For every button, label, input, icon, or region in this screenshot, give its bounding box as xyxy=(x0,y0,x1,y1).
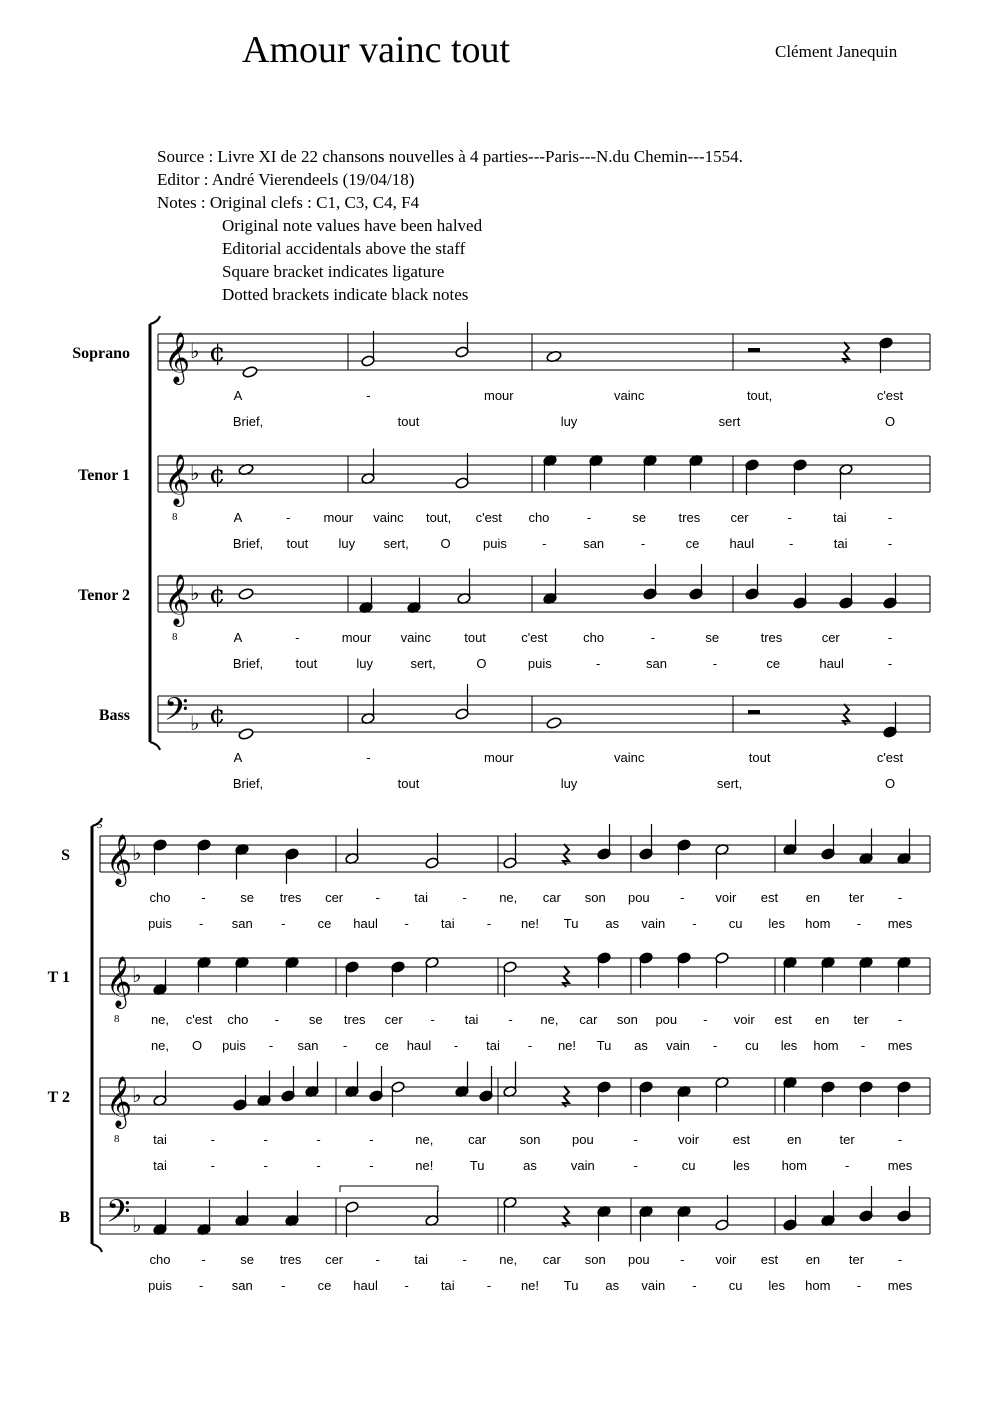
lyric-syllable: - xyxy=(316,1132,321,1147)
lyric-syllable: est xyxy=(774,1012,792,1027)
lyric-syllable: se xyxy=(632,510,647,525)
lyric-syllable: - xyxy=(486,916,492,931)
lyric-syllable: ne! xyxy=(415,1158,434,1173)
key-flat-icon: ♭ xyxy=(190,461,200,485)
key-flat-icon: ♭ xyxy=(132,1083,142,1107)
lyric-syllable: - xyxy=(542,536,547,551)
lyric-syllable: as xyxy=(605,916,620,931)
system-bracket-end xyxy=(150,316,160,324)
lyric-syllable: - xyxy=(274,1012,280,1027)
lyric-syllable: haul xyxy=(406,1038,432,1053)
lyric-syllable: - xyxy=(712,656,718,671)
lyric-syllable: c'est xyxy=(876,750,904,765)
lyric-syllable: vainc xyxy=(400,630,431,645)
lyric-syllable: cer xyxy=(384,1012,403,1027)
lyric-syllable: tout xyxy=(397,414,420,429)
lyric-syllable: tout xyxy=(748,750,771,765)
composer-name: Clément Janequin xyxy=(775,42,898,61)
lyric-syllable: les xyxy=(768,916,785,931)
lyric-syllable: - xyxy=(268,1038,274,1053)
lyric-syllable: - xyxy=(375,1252,380,1267)
lyric-syllable: puis xyxy=(222,1038,246,1053)
lyric-syllable: mour xyxy=(483,750,514,765)
lyric-syllable: car xyxy=(542,890,561,905)
lyric-syllable: O xyxy=(476,656,487,671)
lyric-syllable: cer xyxy=(325,1252,344,1267)
lyric-syllable: hom xyxy=(813,1038,839,1053)
lyric-syllable: - xyxy=(210,1158,216,1173)
lyric-syllable: san xyxy=(231,916,253,931)
lyric-syllable: ne! xyxy=(520,916,540,931)
notes-line: Square bracket indicates ligature xyxy=(222,262,445,281)
lyric-syllable: mes xyxy=(887,1278,913,1293)
lyric-syllable: puis xyxy=(148,1278,172,1293)
lyric-syllable: est xyxy=(760,1252,779,1267)
lyric-syllable: - xyxy=(198,916,204,931)
lyric-syllable: vain xyxy=(641,1278,666,1293)
lyric-syllable: - xyxy=(281,1278,286,1293)
lyric-syllable: ce xyxy=(317,1278,332,1293)
lyric-syllable: pou xyxy=(572,1132,594,1147)
lyric-syllable: - xyxy=(856,1278,862,1293)
note-head xyxy=(242,366,258,379)
lyric-syllable: Tu xyxy=(596,1038,612,1053)
lyric-syllable: - xyxy=(680,890,685,905)
treble-clef-icon: 𝄞 xyxy=(106,1076,133,1127)
lyric-syllable: - xyxy=(712,1038,718,1053)
lyric-syllable: san xyxy=(583,536,605,551)
lyric-syllable: cer xyxy=(730,510,749,525)
cut-time-icon: ¢ xyxy=(209,580,226,610)
lyric-syllable: ne, xyxy=(499,890,518,905)
lyric-syllable: tai xyxy=(832,510,847,525)
part-name: B xyxy=(59,1209,70,1226)
lyric-syllable: cho xyxy=(227,1012,249,1027)
lyric-syllable: - xyxy=(369,1132,374,1147)
lyric-syllable: les xyxy=(733,1158,750,1173)
key-flat-icon: ♭ xyxy=(190,581,200,605)
lyric-syllable: tai xyxy=(414,1252,429,1267)
lyric-syllable: cu xyxy=(745,1038,759,1053)
lyric-syllable: - xyxy=(527,1038,533,1053)
lyric-syllable: cu xyxy=(728,916,743,931)
lyric-syllable: - xyxy=(263,1132,268,1147)
source-line: Source : Livre XI de 22 chansons nouvelles à 4 parties---Paris---N.du Chemin---1554. xyxy=(157,147,743,166)
ligature-bracket xyxy=(340,1186,438,1192)
lyric-syllable: puis xyxy=(482,536,507,551)
lyric-syllable: se xyxy=(705,630,720,645)
lyric-syllable: - xyxy=(860,1038,866,1053)
lyric-syllable: son xyxy=(584,890,606,905)
lyric-syllable: son xyxy=(616,1012,638,1027)
rest-icon xyxy=(748,348,760,352)
lyric-syllable: - xyxy=(404,1278,409,1293)
lyric-syllable: luy xyxy=(338,536,356,551)
lyric-syllable: mour xyxy=(323,510,354,525)
lyric-syllable: tai xyxy=(153,1132,167,1147)
key-flat-icon: ♭ xyxy=(132,963,142,987)
lyric-syllable: en xyxy=(787,1132,802,1147)
lyric-syllable: pou xyxy=(627,890,650,905)
cut-time-icon: ¢ xyxy=(209,338,226,368)
lyric-syllable: ne! xyxy=(557,1038,577,1053)
lyric-syllable: car xyxy=(579,1012,598,1027)
lyric-syllable: - xyxy=(640,536,646,551)
lyric-syllable: luy xyxy=(356,656,374,671)
lyric-syllable: vain xyxy=(641,916,666,931)
lyric-syllable: - xyxy=(486,1278,492,1293)
system-bracket-end xyxy=(92,1244,102,1252)
lyric-syllable: son xyxy=(584,1252,606,1267)
lyric-syllable: A xyxy=(233,388,243,403)
lyric-syllable: voir xyxy=(678,1132,700,1147)
lyric-syllable: se xyxy=(240,890,254,905)
lyric-syllable: c'est xyxy=(876,388,904,403)
lyric-syllable: - xyxy=(787,510,792,525)
cut-time-icon: ¢ xyxy=(209,460,226,490)
lyric-syllable: ter xyxy=(848,1252,865,1267)
lyric-syllable: tai xyxy=(833,536,848,551)
lyric-syllable: as xyxy=(523,1158,537,1173)
score-system-1 xyxy=(72,316,930,791)
lyric-syllable: - xyxy=(789,536,794,551)
part-name: T 1 xyxy=(47,969,70,986)
lyric-syllable: est xyxy=(732,1132,751,1147)
lyric-syllable: - xyxy=(281,916,286,931)
score-system-2 xyxy=(48,818,930,1293)
lyric-syllable: tai xyxy=(440,916,455,931)
lyric-syllable: - xyxy=(844,1158,850,1173)
lyric-syllable: Brief, xyxy=(232,656,264,671)
key-flat-icon: ♭ xyxy=(132,1213,142,1237)
lyric-syllable: - xyxy=(295,630,300,645)
lyric-syllable: c'est xyxy=(185,1012,213,1027)
lyric-syllable: tres xyxy=(343,1012,366,1027)
lyric-syllable: haul xyxy=(819,656,844,671)
lyric-syllable: - xyxy=(369,1158,374,1173)
note-head xyxy=(546,717,562,730)
lyric-syllable: cho xyxy=(583,630,605,645)
lyric-syllable: tres xyxy=(678,510,701,525)
lyric-syllable: ne! xyxy=(520,1278,540,1293)
lyric-syllable: - xyxy=(210,1132,216,1147)
lyric-syllable: son xyxy=(519,1132,541,1147)
lyric-syllable: ce xyxy=(766,656,781,671)
lyric-syllable: san xyxy=(297,1038,319,1053)
lyric-syllable: en xyxy=(805,1252,821,1267)
lyric-syllable: - xyxy=(887,630,893,645)
lyric-syllable: - xyxy=(692,916,697,931)
lyric-syllable: - xyxy=(692,1278,697,1293)
treble-clef-icon: 𝄞 xyxy=(164,574,191,625)
lyric-syllable: O xyxy=(191,1038,203,1053)
lyric-syllable: cho xyxy=(528,510,550,525)
note-head xyxy=(238,728,254,741)
lyric-syllable: Brief, xyxy=(232,414,264,429)
lyric-syllable: vainc xyxy=(614,750,645,765)
lyric-syllable: - xyxy=(404,916,409,931)
lyric-syllable: vain xyxy=(666,1038,690,1053)
lyric-syllable: mour xyxy=(341,630,372,645)
lyric-syllable: san xyxy=(231,1278,253,1293)
part-name: Tenor 2 xyxy=(77,587,130,604)
lyric-syllable: luy xyxy=(560,414,578,429)
lyric-syllable: ce xyxy=(317,916,332,931)
lyric-syllable: tout, xyxy=(425,510,452,525)
lyric-syllable: cu xyxy=(681,1158,696,1173)
lyric-syllable: - xyxy=(680,1252,685,1267)
notes-line: Editorial accidentals above the staff xyxy=(222,239,466,258)
lyric-syllable: en xyxy=(814,1012,830,1027)
lyric-syllable: Tu xyxy=(563,1278,579,1293)
lyric-syllable: hom xyxy=(805,916,831,931)
lyric-syllable: tai xyxy=(486,1038,500,1053)
lyric-syllable: - xyxy=(633,1132,638,1147)
treble-clef-icon: 𝄞 xyxy=(106,834,133,885)
lyric-syllable: cho xyxy=(149,890,171,905)
lyric-syllable: - xyxy=(508,1012,513,1027)
lyric-syllable: sert, xyxy=(410,656,436,671)
lyric-syllable: O xyxy=(884,414,896,429)
lyric-syllable: mes xyxy=(887,1158,913,1173)
lyric-syllable: ter xyxy=(853,1012,869,1027)
lyric-syllable: vainc xyxy=(373,510,404,525)
octave-8-marker: 8 xyxy=(172,511,178,523)
lyric-syllable: - xyxy=(285,510,291,525)
octave-8-marker: 8 xyxy=(114,1133,120,1145)
lyric-syllable: - xyxy=(316,1158,321,1173)
lyric-syllable: Brief, xyxy=(232,776,264,791)
lyric-syllable: pou xyxy=(627,1252,650,1267)
lyric-syllable: - xyxy=(462,890,467,905)
page-title: Amour vainc tout xyxy=(242,29,511,71)
bass-clef-icon: 𝄢 xyxy=(106,1193,131,1237)
lyric-syllable: - xyxy=(198,1278,204,1293)
lyric-syllable: tres xyxy=(279,1252,302,1267)
lyric-syllable: mes xyxy=(887,1038,913,1053)
lyric-syllable: A xyxy=(233,510,243,525)
lyric-syllable: ne, xyxy=(540,1012,559,1027)
lyric-syllable: - xyxy=(462,1252,467,1267)
rest-icon xyxy=(748,710,760,714)
lyric-syllable: - xyxy=(633,1158,638,1173)
lyric-syllable: voir xyxy=(733,1012,755,1027)
lyric-syllable: hom xyxy=(805,1278,831,1293)
lyric-syllable: tai xyxy=(414,890,429,905)
lyric-syllable: sert, xyxy=(383,536,409,551)
lyric-syllable: car xyxy=(468,1132,487,1147)
lyric-syllable: hom xyxy=(781,1158,807,1173)
lyric-syllable: voir xyxy=(715,1252,737,1267)
treble-clef-icon: 𝄞 xyxy=(164,332,191,383)
lyric-syllable: san xyxy=(646,656,668,671)
lyric-syllable: ter xyxy=(848,890,865,905)
lyric-syllable: - xyxy=(453,1038,459,1053)
lyric-syllable: c'est xyxy=(521,630,548,645)
lyric-syllable: voir xyxy=(715,890,737,905)
lyric-syllable: tai xyxy=(153,1158,167,1173)
lyric-syllable: tout xyxy=(464,630,486,645)
lyric-syllable: tai xyxy=(464,1012,479,1027)
lyric-syllable: - xyxy=(897,890,903,905)
lyric-syllable: mour xyxy=(483,388,514,403)
part-name: S xyxy=(61,847,70,864)
lyric-syllable: ce xyxy=(685,536,700,551)
lyric-syllable: Tu xyxy=(563,916,579,931)
lyric-syllable: tres xyxy=(760,630,783,645)
lyric-syllable: Brief, xyxy=(232,536,264,551)
lyric-syllable: sert, xyxy=(716,776,743,791)
lyric-syllable: sert xyxy=(718,414,741,429)
lyric-syllable: O xyxy=(440,536,451,551)
lyric-syllable: - xyxy=(366,750,371,765)
lyric-syllable: ter xyxy=(839,1132,855,1147)
lyric-syllable: - xyxy=(201,1252,206,1267)
lyric-syllable: tai xyxy=(440,1278,455,1293)
notes-line: Original note values have been halved xyxy=(222,216,483,235)
lyric-syllable: O xyxy=(884,776,896,791)
lyric-syllable: - xyxy=(650,630,656,645)
lyric-syllable: se xyxy=(240,1252,254,1267)
treble-clef-icon: 𝄞 xyxy=(164,454,191,505)
notes-line: Dotted brackets indicate black notes xyxy=(222,285,469,304)
lyric-syllable: pou xyxy=(655,1012,678,1027)
lyric-syllable: haul xyxy=(353,1278,378,1293)
lyric-syllable: les xyxy=(780,1038,798,1053)
lyric-syllable: Tu xyxy=(469,1158,485,1173)
key-flat-icon: ♭ xyxy=(190,339,200,363)
lyric-syllable: car xyxy=(542,1252,561,1267)
lyric-syllable: tres xyxy=(279,890,302,905)
lyric-syllable: tout xyxy=(397,776,420,791)
lyric-syllable: ne, xyxy=(150,1012,170,1027)
lyric-syllable: - xyxy=(342,1038,348,1053)
lyric-syllable: - xyxy=(703,1012,708,1027)
lyric-syllable: haul xyxy=(353,916,378,931)
part-name: Soprano xyxy=(72,345,130,362)
lyric-syllable: as xyxy=(605,1278,620,1293)
notes-line: Notes : Original clefs : C1, C3, C4, F4 xyxy=(157,193,420,212)
note-head xyxy=(238,588,254,601)
measure-number: 5 xyxy=(97,819,103,831)
lyric-syllable: les xyxy=(768,1278,785,1293)
lyric-syllable: ne, xyxy=(499,1252,518,1267)
lyric-syllable: puis xyxy=(148,916,172,931)
lyric-syllable: A xyxy=(233,750,243,765)
lyric-syllable: - xyxy=(263,1158,268,1173)
lyric-syllable: mes xyxy=(887,916,913,931)
lyric-syllable: cer xyxy=(821,630,840,645)
lyric-syllable: - xyxy=(897,1252,903,1267)
octave-8-marker: 8 xyxy=(114,1013,120,1025)
lyric-syllable: tout xyxy=(295,656,318,671)
lyric-syllable: luy xyxy=(560,776,578,791)
lyric-syllable: cer xyxy=(325,890,344,905)
lyric-syllable: A xyxy=(233,630,243,645)
treble-clef-icon: 𝄞 xyxy=(106,956,133,1007)
lyric-syllable: ce xyxy=(375,1038,389,1053)
lyric-syllable: cho xyxy=(149,1252,171,1267)
lyric-syllable: vain xyxy=(570,1158,595,1173)
lyric-syllable: - xyxy=(897,1012,903,1027)
lyric-syllable: - xyxy=(897,1132,903,1147)
lyric-syllable: en xyxy=(805,890,821,905)
lyric-syllable: vainc xyxy=(614,388,645,403)
lyric-syllable: - xyxy=(430,1012,435,1027)
lyric-syllable: est xyxy=(760,890,779,905)
lyric-syllable: cu xyxy=(728,1278,743,1293)
lyric-syllable: - xyxy=(887,656,893,671)
lyric-syllable: haul xyxy=(729,536,755,551)
editor-line: Editor : André Vierendeels (19/04/18) xyxy=(157,170,415,189)
lyric-syllable: - xyxy=(887,536,893,551)
lyric-syllable: - xyxy=(201,890,206,905)
part-name: Tenor 1 xyxy=(77,467,130,484)
lyric-syllable: - xyxy=(887,510,893,525)
part-name: Bass xyxy=(98,707,130,724)
part-name: T 2 xyxy=(47,1089,70,1106)
key-flat-icon: ♭ xyxy=(190,711,200,735)
bass-clef-icon: 𝄢 xyxy=(164,691,189,735)
lyric-syllable: tout xyxy=(286,536,309,551)
lyric-syllable: - xyxy=(366,388,371,403)
key-flat-icon: ♭ xyxy=(132,841,142,865)
cut-time-icon: ¢ xyxy=(209,700,226,730)
lyric-syllable: as xyxy=(634,1038,648,1053)
lyric-syllable: se xyxy=(308,1012,323,1027)
lyric-syllable: puis xyxy=(527,656,552,671)
lyric-syllable: c'est xyxy=(475,510,502,525)
octave-8-marker: 8 xyxy=(172,631,178,643)
lyric-syllable: - xyxy=(596,656,601,671)
lyric-syllable: ne, xyxy=(415,1132,434,1147)
lyric-syllable: - xyxy=(856,916,862,931)
system-bracket-end xyxy=(150,742,160,750)
lyric-syllable: tout, xyxy=(746,388,773,403)
lyric-syllable: - xyxy=(586,510,592,525)
lyric-syllable: - xyxy=(375,890,380,905)
lyric-syllable: ne, xyxy=(150,1038,170,1053)
